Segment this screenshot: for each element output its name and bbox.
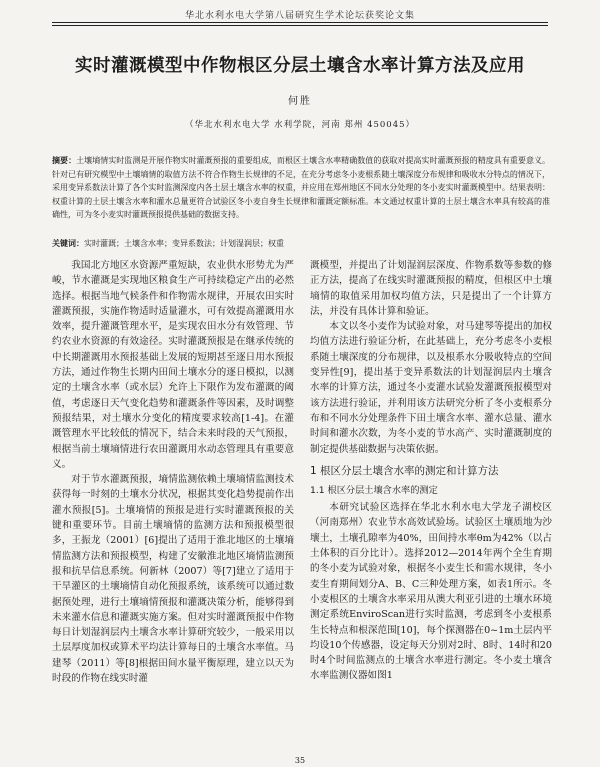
abstract: [52, 154, 550, 222]
affiliation: （华北水利水电大学 水利学院，河南 郑州 450045）: [184, 120, 416, 130]
subsection-heading: 1.1 根区分层土壤含水率的测定: [310, 484, 438, 496]
body-paragraph: 溉模型，并提出了计划湿润层深度、作物系数等参数的修正方法，提高了在线实时灌溉预报的精度，但根区中土壤墒情的取值采用加权均值方法，只是提出了一个计算方法，并没有具体计算和验证。: [310, 260, 552, 317]
left-column: [52, 258, 294, 758]
header-rule-thin: [52, 25, 548, 26]
section-heading: 1 根区分层土壤含水率的测定和计算方法: [310, 464, 499, 477]
body-paragraph: 本研究试验区选择在华北水利水电大学龙子湖校区（河南郑州）农业节水高效试验场。试验区土壤质地为沙壤土，土壤孔隙率为40%，田间持水率θm为42%（以占土体积的百分比计）。选择2012—2014年两个全生育期的冬小麦为试验对象，根据冬小麦生长和需水规律，冬小麦生育期间划分A、B、C三种处理方案，如表1所示。冬小麦根区的土壤含水率采用从澳大利亚引进的土壤水环境测定系统EnviroScan进行实时监测，考虑到冬小麦根系生长特点和根深范围[10]，每个探测器在0~1m土层内平均设10个传感器，设定每天分别对2时、8时、14时和20时4个时间监测点的土壤含水率进行测定。冬小麦土壤含水率监测仪器如图1: [310, 502, 552, 682]
header-rule: [52, 22, 548, 23]
body-paragraph: 我国北方地区水资源严重短缺，农业供水形势尤为严峻，节水灌溉是实现地区粮食生产可持续稳定产出的必然选择。根据当地气候条件和作物需水规律，开展农田实时灌溉预报，实施作物适时适量灌水，可有效提高灌溉用水效率，提升灌溉管理水平，是实现农田水分有效管理、节约农业水资源的有效途径。实时灌溉预报是在继承传统的中长期灌溉用水预报基础上发展的短期甚至逐日用水预报方法，通过作物生长期内田间土壤水分的逐日模拟，以测定的土壤含水率（或水层）允许上下限作为发布灌溉的阈值，考虑逐日天气变化趋势和灌溉条件等因素，及时调整预报结果，对土壤水分变化的精度要求较高[1-4]。在灌溉管理水平比较低的情况下，结合未来时段的天气预报，根据当前土壤墒情进行农田灌溉用水动态管理具有重要意义。: [52, 260, 294, 470]
page-number: 35: [294, 756, 306, 765]
running-header: 华北水利水电大学第八届研究生学术论坛获奖论文集: [184, 11, 415, 21]
body-paragraph: 对于节水灌溉预报，墒情监测依赖土壤墒情监测技术获得每一时刻的土壤水分状况，根据其变化趋势提前作出灌水预报[5]。土壤墒情的预报是进行实时灌溉预报的关键和重要环节。目前土壤墒情的监测方法和预报模型很多，王振龙（2001）[6]提出了适用于淮北地区的土壤墒情监测方法和预报模型，构建了安徽淮北地区墒情监测预报和抗旱信息系统。何新林（2007）等[7]建立了适用于干旱灌区的土壤墒情自动化预报系统，该系统可以通过数据预处理，进行土壤墒情预报和灌溉决策分析，能够得到未来灌水信息和灌溉实施方案。但对实时灌溉预报中作物每日计划湿润层内土壤含水率计算研究较少，一般采用以土层厚度加权或算术平均法计算每日的土壤含水率值。马建琴（2011）等[8]根据田间水量平衡原理，建立以天为时段的作物在线实时灌: [52, 474, 294, 685]
keywords-text: 实时灌溉；土壤含水率；变异系数法；计划湿润层；权重: [84, 239, 284, 248]
keywords: [52, 237, 550, 250]
abstract-label: 摘要：: [52, 156, 77, 165]
keywords-label: 关键词：: [52, 239, 84, 248]
author: 何胜: [288, 96, 312, 107]
right-column: [310, 258, 552, 758]
abstract-text: 土壤墒情实时监测是开展作物实时灌溉预报的重要组成，而根区土壤含水率精确数值的获取对提高实时灌溉预报的精度具有重要意义。针对已有研究模型中土壤墒情的取值方法不符合作物生长规律的不足，在充分考虑冬小麦根系随土壤深度分布规律和吸收水分特点的情况下，采用变异系数法计算了各个实时监测深度内各土层土壤含水率的权重，并应用在郑州地区不同水分处理的冬小麦实时灌溉模型中。结果表明：权重计算的土层土壤含水率和灌水总量更符合试验区冬小麦自身生长规律和灌溉定额标准。本文通过权重计算的土层土壤含水率具有较高的准确性，可为冬小麦实时灌溉预报提供基础的数据支持。: [52, 156, 551, 219]
body-paragraph: 本文以冬小麦作为试验对象，对马建琴等提出的加权均值方法进行验证分析，在此基础上，充分考虑冬小麦根系随土壤深度的分布规律，以及根系水分吸收特点的空间变异性[9]，提出基于变异系数法的计划湿润层内土壤含水率的计算方法，通过冬小麦灌水试验发灌溉预报模型对该方法进行验证，并利用该方法研究分析了冬小麦根系分布和不同水分处理条件下田土壤含水率、灌水总量、灌水时间和灌水次数，为冬小麦的节水高产、实时灌溉制度的制定提供基础数据与决策依据。: [310, 321, 552, 455]
paper-title: 实时灌溉模型中作物根区分层土壤含水率计算方法及应用: [75, 56, 525, 76]
